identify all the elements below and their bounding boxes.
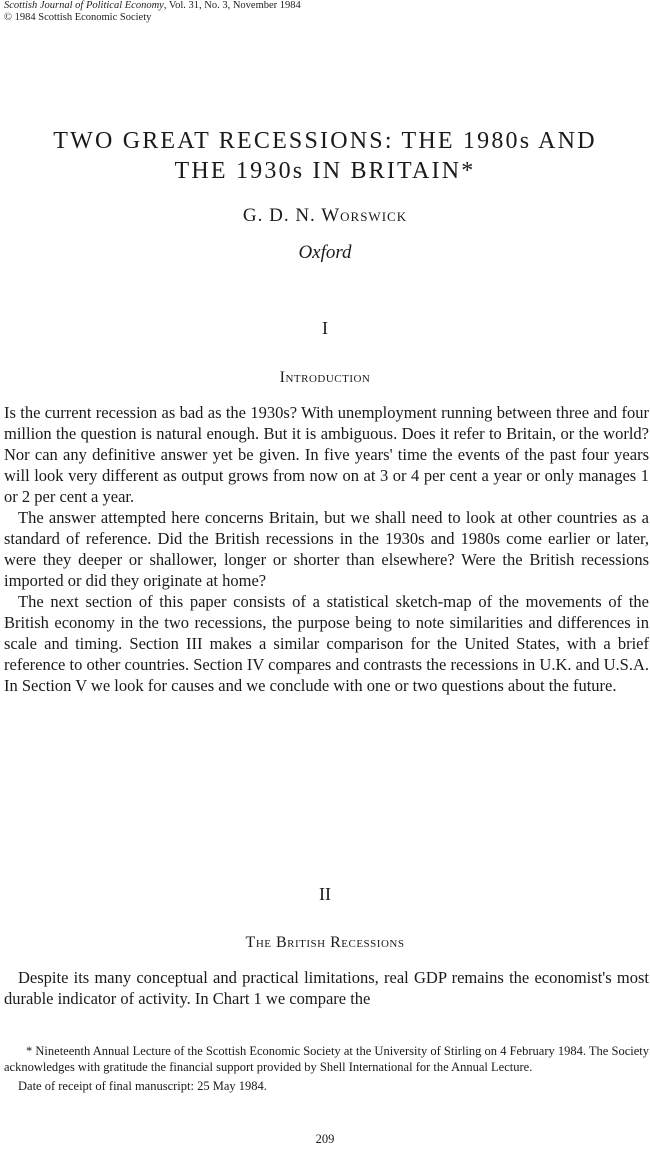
section-numeral: II [319,884,331,904]
section-numeral: I [322,318,328,338]
author-affiliation: Oxford [298,242,352,263]
paragraph: Is the current recession as bad as the 1930s? With unemployment running between three and four million the question is natural enough. But it is ambiguous. Does it refer to Britain, or the world? Nor can any definitive answer yet be given. In five years' time the events of the past four years will look very different as output grows from now on at 3 or 4 per cent a year or only manages 1 or 2 per cent a year. [4,403,649,506]
footnote-receipt-date: Date of receipt of final manuscript: 25 May 1984. [18,1079,267,1093]
journal-header [4,0,301,24]
title-line-2: THE 1930s IN BRITAIN* [174,158,476,184]
journal-name: Scottish Journal of Political Economy [4,0,164,11]
volume-issue: , Vol. 31, No. 3, November 1984 [163,0,301,11]
copyright-line: © 1984 Scottish Economic Society [4,12,152,23]
paragraph: The next section of this paper consists of a statistical sketch-map of the movements of the British economy in the two recessions, the purpose being to note similarities and differences in scale and timing. Section III makes a similar comparison for the United States, with a brief reference to other countries. Section IV compares and contrasts the recessions in U.K. and U.S.A. In Section V we look for causes and we conclude with one or two questions about the future. [4,592,649,695]
footnote-lecture: * Nineteenth Annual Lecture of the Scottish Economic Society at the University of Stirling on 4 February 1984. The Society acknowledges with gratitude the financial support provided by Shell International for the Annual Lecture. [4,1044,649,1074]
paragraph: Despite its many conceptual and practical limitations, real GDP remains the economist's most durable indicator of activity. In Chart 1 we compare the [4,968,649,1008]
section-body [4,967,649,1009]
title-line-1: TWO GREAT RECESSIONS: THE 1980s AND [53,128,597,154]
footnotes [4,1044,649,1095]
paragraph: The answer attempted here concerns Britain, but we shall need to look at other countries as a standard of reference. Did the British recessions in the 1930s and 1980s come earlier or later, were they deeper or shallower, longer or shorter than elsewhere? Were the British recessions imported or did they originate at home? [4,508,649,590]
page-number: 209 [315,1132,335,1146]
section-body [4,402,649,696]
author-name: G. D. N. Worswick [242,205,408,226]
section-heading: The British Recessions [245,934,405,951]
journal-citation [4,0,301,12]
article-title [0,126,650,186]
section-heading: Introduction [279,369,371,386]
